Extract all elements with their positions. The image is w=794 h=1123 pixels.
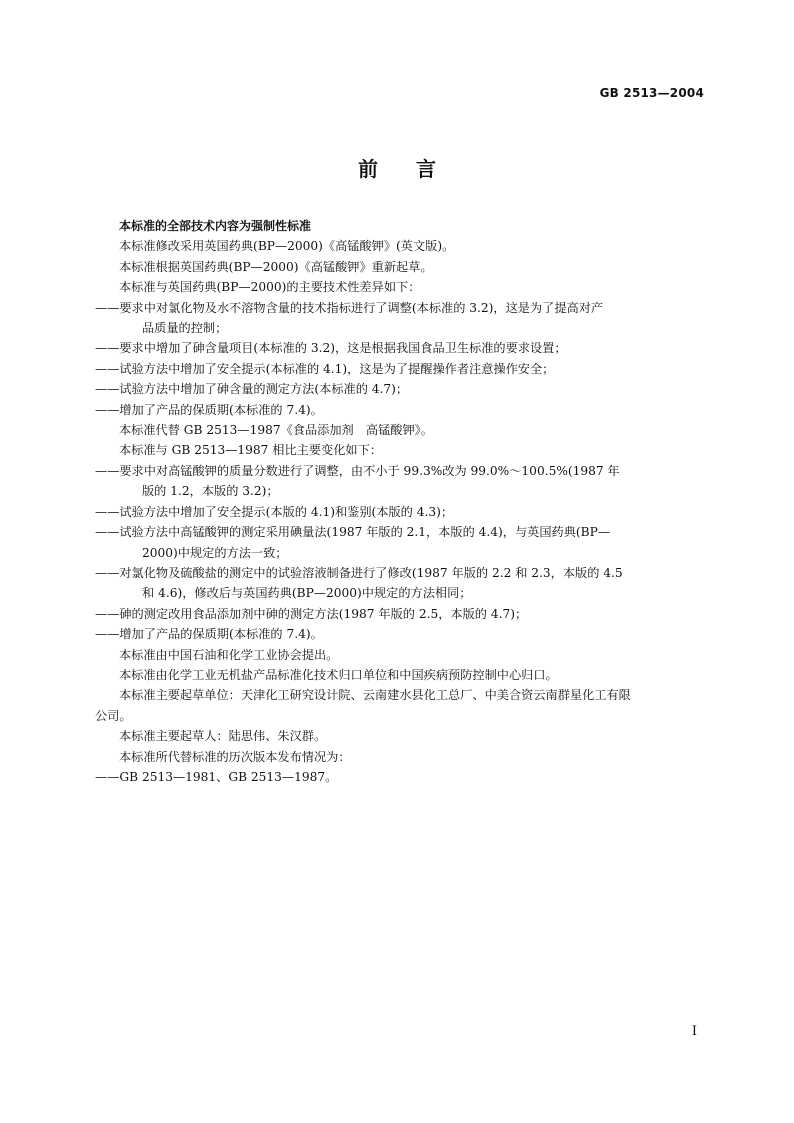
list-item: ——试验方法中增加了砷含量的测定方法(本标准的 4.7)； <box>95 382 409 397</box>
list-item-continuation: 2000)中规定的方法一致； <box>142 545 288 560</box>
list-item: ——要求中对氯化物及水不溶物含量的技术指标进行了调整(本标准的 3.2)，这是为了提高对产 <box>95 300 604 315</box>
title-char-2: 言 <box>416 157 436 181</box>
list-item: ——试验方法中高锰酸钾的测定采用碘量法(1987 年版的 2.1，本版的 4.4)，与英国药典(BP— <box>95 525 611 540</box>
standard-code: GB 2513—2004 <box>599 86 704 100</box>
paragraph: 本标准所代替标准的历次版本发布情况为： <box>119 749 351 764</box>
list-item: ——试验方法中增加了安全提示(本版的 4.1)和鉴别(本版的 4.3)； <box>95 504 454 519</box>
paragraph: 本标准由中国石油和化学工业协会提出。 <box>119 647 339 662</box>
list-item: ——要求中对高锰酸钾的质量分数进行了调整，由不小于 99.3%改为 99.0%～100.5%(1987 年 <box>95 463 620 478</box>
mandatory-statement: 本标准的全部技术内容为强制性标准 <box>119 219 312 233</box>
list-item: ——试验方法中增加了安全提示(本标准的 4.1)，这是为了提醒操作者注意操作安全； <box>95 361 555 376</box>
paragraph: 本标准与英国药典(BP—2000)的主要技术性差异如下： <box>119 280 421 295</box>
paragraph: 本标准代替 GB 2513—1987《食品添加剂 高锰酸钾》。 <box>119 423 433 438</box>
paragraph: 本标准修改采用英国药典(BP—2000)《高锰酸钾》(英文版)。 <box>119 239 455 254</box>
list-item: ——砷的测定改用食品添加剂中砷的测定方法(1987 年版的 2.5，本版的 4.7)； <box>95 606 528 621</box>
page-number: I <box>691 1024 697 1039</box>
list-item: ——对氯化物及硫酸盐的测定中的试验溶液制备进行了修改(1987 年版的 2.2 和 2.3，本版的 4.5 <box>95 565 623 580</box>
list-item: ——要求中增加了砷含量项目(本标准的 3.2)，这是根据我国食品卫生标准的要求设置； <box>95 341 567 356</box>
list-item-continuation: 品质量的控制； <box>142 321 228 336</box>
page-title <box>0 153 794 182</box>
paragraph: 本标准主要起草单位：天津化工研究设计院、云南建水县化工总厂、中美合资云南群星化工有限 <box>119 688 631 703</box>
paragraph-continuation: 公司。 <box>95 708 132 723</box>
list-item-continuation: 版的 1.2，本版的 3.2)； <box>142 484 279 499</box>
paragraph: 本标准根据英国药典(BP—2000)《高锰酸钾》重新起草。 <box>119 259 433 274</box>
title-char-1: 前 <box>358 157 378 181</box>
list-item: ——增加了产品的保质期(本标准的 7.4)。 <box>95 627 323 642</box>
list-item: ——增加了产品的保质期(本标准的 7.4)。 <box>95 402 323 417</box>
paragraph: 本标准由化学工业无机盐产品标准化技术归口单位和中国疾病预防控制中心归口。 <box>119 667 558 682</box>
list-item-continuation: 和 4.6)，修改后与英国药典(BP—2000)中规定的方法相同； <box>142 586 472 601</box>
list-item: ——GB 2513—1981、GB 2513—1987。 <box>95 769 338 784</box>
paragraph: 本标准与 GB 2513—1987 相比主要变化如下： <box>119 443 382 458</box>
foreword-body <box>95 216 705 787</box>
paragraph: 本标准主要起草人：陆思伟、朱汉群。 <box>119 729 327 744</box>
